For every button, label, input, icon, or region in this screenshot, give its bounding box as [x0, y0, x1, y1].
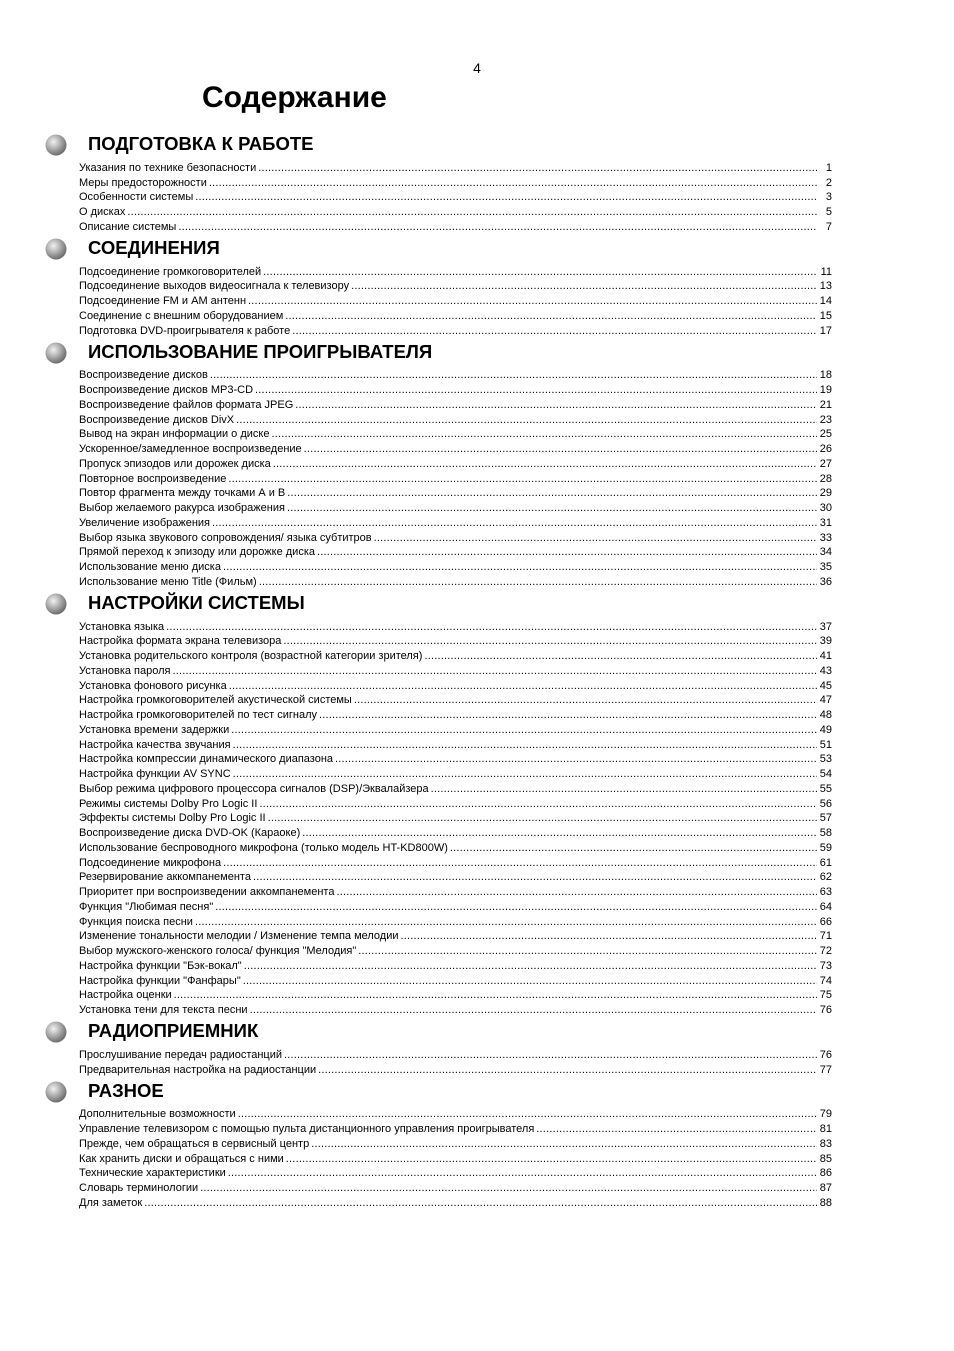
toc-entry-page-number: 57 [819, 812, 832, 825]
dot-leader [144, 1197, 817, 1210]
toc-entry[interactable] [79, 530, 832, 545]
dot-leader [295, 399, 816, 412]
toc-entry-page-number: 85 [819, 1152, 832, 1165]
page-title: Содержание [202, 81, 387, 114]
toc-entry-label: Указания по технике безопасности [79, 161, 257, 174]
toc-entry-page-number: 49 [819, 723, 832, 736]
toc-entry-label: Соединение с внешним оборудованием [79, 309, 284, 322]
toc-section [45, 589, 835, 1017]
dot-leader [358, 945, 816, 958]
section-header [45, 1017, 835, 1047]
toc-entry[interactable] [79, 884, 832, 899]
toc-entry-label: Установка времени задержки [79, 723, 230, 736]
dot-leader [236, 414, 817, 427]
sphere-bullet-icon [45, 342, 67, 364]
toc-entry-label: Предварительная настройка на радиостанции [79, 1063, 317, 1076]
toc-entry-page-number: 30 [819, 502, 832, 514]
dot-leader [173, 665, 817, 678]
dot-leader [209, 177, 817, 190]
dot-leader [317, 546, 817, 559]
toc-entry[interactable] [79, 160, 832, 175]
section-header [45, 1077, 835, 1107]
toc-entry-list [79, 368, 832, 589]
toc-entry-label: Словарь терминологии [79, 1182, 199, 1194]
toc-entry-page-number: 88 [819, 1196, 832, 1209]
toc-entry[interactable] [79, 796, 832, 811]
dot-leader [271, 428, 816, 441]
dot-leader [243, 975, 817, 988]
toc-entry[interactable] [79, 1062, 832, 1077]
toc-section [45, 130, 835, 234]
toc-entry-page-number: 55 [819, 782, 832, 795]
toc-entry-label: Подсоединение выходов видеосигнала к телевизору [79, 280, 350, 293]
dot-leader [283, 635, 816, 648]
toc-entry-label: Выбор желаемого ракурса изображения [79, 502, 285, 514]
dot-leader [287, 502, 817, 515]
dot-leader [195, 191, 817, 204]
toc-entry[interactable] [79, 190, 832, 205]
toc-entry-label: Повторное воспроизведение [79, 472, 227, 485]
dot-leader [250, 1004, 817, 1017]
sphere-bullet-icon [45, 238, 67, 260]
dot-leader [285, 310, 816, 323]
section-title: СОЕДИНЕНИЯ [88, 236, 220, 258]
toc-entry[interactable] [79, 308, 832, 323]
toc-entry-page-number: 58 [819, 827, 832, 839]
toc-entry-label: Функция поиска песни [79, 915, 193, 928]
toc-entry[interactable] [79, 293, 832, 308]
toc-entry[interactable] [79, 870, 832, 885]
toc-entry-page-number: 83 [819, 1137, 832, 1150]
toc-section [45, 234, 835, 338]
toc-entry-page-number: 41 [819, 650, 832, 662]
toc-entry-label: Установка пароля [79, 664, 171, 677]
toc-entry-page-number: 11 [820, 265, 832, 278]
toc-entry[interactable] [79, 456, 832, 471]
toc-entry-page-number: 2 [825, 176, 832, 189]
toc-entry-page-number: 77 [819, 1063, 832, 1076]
dot-leader [259, 798, 816, 811]
toc-entry-page-number: 87 [819, 1182, 832, 1194]
toc-entry[interactable] [79, 427, 832, 442]
toc-entry-label: Установка тени для текста песни [79, 1004, 248, 1016]
page-number: 4 [473, 60, 481, 76]
section-title: РАЗНОЕ [88, 1079, 164, 1101]
sphere-bullet-icon [45, 134, 67, 156]
toc-entry-label: Настройка функции "Фанфары" [79, 974, 241, 987]
toc-entry[interactable] [79, 1107, 832, 1122]
dot-leader [319, 709, 817, 722]
dot-leader [536, 1123, 816, 1136]
toc-entry-page-number: 61 [819, 856, 832, 869]
toc-entry-page-number: 79 [819, 1108, 832, 1121]
dot-leader [354, 694, 817, 707]
toc-entry[interactable] [79, 559, 832, 574]
dot-leader [336, 886, 816, 899]
toc-entry-label: Подсоединение громкоговорителей [79, 265, 262, 278]
toc-entry[interactable] [79, 545, 832, 560]
sphere-bullet-icon [45, 1081, 67, 1103]
dot-leader [401, 930, 817, 943]
toc-entry-label: Настройка громкоговорителей по тест сигналу [79, 709, 317, 721]
toc-entry-label: Эффекты системы Dolby Pro Logic II [79, 812, 266, 825]
toc-entry-page-number: 75 [819, 989, 832, 1002]
toc-entry[interactable] [79, 663, 832, 678]
toc-entry-list [79, 160, 832, 234]
toc-entry-label: Использование беспроводного микрофона (только модель HT-KD800W) [79, 841, 448, 854]
toc-entry-label: Режимы системы Dolby Pro Logic II [79, 797, 258, 810]
dot-leader [238, 1108, 817, 1121]
toc-entry-page-number: 19 [819, 384, 832, 396]
toc-entry-list [79, 1047, 832, 1077]
toc-entry-page-number: 56 [819, 797, 832, 810]
toc-entry-page-number: 47 [819, 694, 832, 707]
toc-entry-label: Настройка функции "Бэк-вокал" [79, 959, 242, 972]
toc-entry-label: Функция "Любимая песня" [79, 900, 214, 913]
toc-entry-label: Для заметок [79, 1196, 143, 1209]
toc-entry-page-number: 71 [819, 930, 832, 943]
toc-entry-label: Воспроизведение диска DVD-OK (Караоке) [79, 827, 301, 839]
section-header [45, 234, 835, 264]
dot-leader [195, 916, 817, 929]
dot-leader [292, 325, 817, 338]
sphere-bullet-icon [45, 1021, 67, 1043]
toc-entry[interactable] [79, 368, 832, 383]
dot-leader [304, 443, 817, 456]
dot-leader [228, 473, 816, 486]
toc-entry-page-number: 3 [825, 191, 832, 204]
toc-entry-page-number: 54 [819, 768, 832, 780]
toc-entry-page-number: 23 [819, 413, 832, 426]
toc-entry-page-number: 81 [819, 1123, 832, 1135]
toc-entry[interactable] [79, 1047, 832, 1062]
toc-entry[interactable] [79, 943, 832, 958]
dot-leader [255, 384, 817, 397]
dot-leader [231, 724, 817, 737]
toc-entry-list [79, 619, 832, 1017]
toc-entry-label: Установка родительского контроля (возрастной категории зрителя) [79, 650, 423, 662]
toc-entry[interactable] [79, 693, 832, 708]
toc-entry-page-number: 86 [819, 1167, 832, 1180]
toc-entry[interactable] [79, 204, 832, 219]
toc-entry[interactable] [79, 634, 832, 649]
toc-entry[interactable] [79, 988, 832, 1003]
toc-entry-label: Воспроизведение дисков MP3-CD [79, 384, 254, 396]
dot-leader [318, 1064, 817, 1077]
toc-entry[interactable] [79, 1166, 832, 1181]
toc-entry[interactable] [79, 781, 832, 796]
toc-entry-label: Пропуск эпизодов или дорожек диска [79, 457, 271, 470]
dot-leader [253, 871, 817, 884]
toc-entry-label: Приоритет при воспроизведении аккомпанемента [79, 886, 335, 898]
toc-entry-label: Дополнительные возможности [79, 1108, 236, 1121]
toc-entry-label: Настройка качества звучания [79, 738, 231, 751]
toc-entry[interactable] [79, 323, 832, 338]
toc-entry[interactable] [79, 175, 832, 190]
dot-leader [166, 621, 817, 634]
dot-leader [351, 280, 817, 293]
toc-entry-label: Прежде, чем обращаться в сервисный центр [79, 1137, 310, 1150]
toc-entry-page-number: 73 [819, 959, 832, 972]
table-of-contents [45, 130, 835, 1210]
toc-entry-label: Настройка оценки [79, 989, 172, 1002]
toc-entry[interactable] [79, 1195, 832, 1210]
toc-entry-page-number: 14 [819, 295, 832, 307]
toc-entry-page-number: 45 [819, 679, 832, 692]
toc-entry[interactable] [79, 1180, 832, 1195]
toc-entry[interactable] [79, 279, 832, 294]
toc-entry-page-number: 1 [825, 161, 832, 174]
toc-entry-label: Меры предосторожности [79, 176, 207, 189]
toc-entry-label: Настройка формата экрана телевизора [79, 635, 282, 648]
dot-leader [223, 857, 817, 870]
toc-entry-page-number: 37 [819, 620, 832, 633]
toc-entry-label: Использование меню диска [79, 561, 221, 573]
toc-entry[interactable] [79, 574, 832, 589]
toc-entry-label: Воспроизведение файлов формата JPEG [79, 398, 294, 411]
toc-entry-page-number: 76 [819, 1004, 832, 1016]
toc-entry[interactable] [79, 619, 832, 634]
toc-entry[interactable] [79, 737, 832, 752]
dot-leader [335, 753, 817, 766]
toc-entry[interactable] [79, 648, 832, 663]
toc-entry-label: Подготовка DVD-проигрывателя к работе [79, 324, 291, 337]
dot-leader [200, 1182, 817, 1195]
toc-entry[interactable] [79, 958, 832, 973]
toc-entry[interactable] [79, 382, 832, 397]
toc-entry-page-number: 62 [819, 871, 832, 884]
toc-entry-page-number: 28 [819, 472, 832, 485]
toc-entry[interactable] [79, 973, 832, 988]
toc-entry-label: Выбор мужского-женского голоса/ функция "Мелодия" [79, 945, 357, 957]
dot-leader [248, 295, 817, 308]
dot-leader [263, 266, 817, 279]
toc-entry-page-number: 27 [819, 457, 832, 470]
toc-entry-label: Воспроизведение дисков DivX [79, 413, 235, 426]
dot-leader [268, 812, 817, 825]
toc-entry-list [79, 1107, 832, 1210]
toc-entry[interactable] [79, 840, 832, 855]
dot-leader [284, 1049, 817, 1062]
toc-entry-page-number: 26 [819, 443, 832, 455]
dot-leader [233, 768, 817, 781]
toc-entry-page-number: 5 [825, 206, 832, 218]
toc-entry-page-number: 33 [819, 531, 832, 544]
toc-entry[interactable] [79, 1136, 832, 1151]
toc-entry[interactable] [79, 219, 832, 234]
toc-entry[interactable] [79, 397, 832, 412]
toc-entry-label: Прямой переход к эпизоду или дорожке диска [79, 546, 316, 559]
toc-entry-page-number: 15 [819, 309, 832, 322]
toc-entry-label: Воспроизведение дисков [79, 369, 208, 382]
toc-entry[interactable] [79, 1121, 832, 1136]
toc-entry-label: Использование меню Title (Фильм) [79, 575, 257, 588]
toc-entry-label: Повтор фрагмента между точками А и В [79, 487, 286, 500]
toc-entry-page-number: 7 [825, 220, 832, 233]
toc-entry-label: Настройка функции AV SYNC [79, 768, 231, 780]
toc-entry-page-number: 17 [819, 324, 832, 337]
toc-entry-label: Как хранить диски и обращаться с ними [79, 1152, 284, 1165]
dot-leader [374, 532, 817, 545]
toc-entry[interactable] [79, 264, 832, 279]
toc-entry-page-number: 53 [819, 753, 832, 766]
dot-leader [210, 369, 817, 382]
dot-leader [450, 842, 817, 855]
dot-leader [229, 680, 817, 693]
dot-leader [311, 1138, 817, 1151]
toc-entry[interactable] [79, 899, 832, 914]
toc-entry[interactable] [79, 678, 832, 693]
toc-section [45, 1017, 835, 1077]
toc-entry-label: Установка фонового рисунка [79, 679, 227, 692]
toc-entry[interactable] [79, 1151, 832, 1166]
dot-leader [302, 827, 817, 840]
toc-section [45, 338, 835, 589]
section-title: ИСПОЛЬЗОВАНИЕ ПРОИГРЫВАТЕЛЯ [88, 340, 433, 362]
toc-entry[interactable] [79, 1002, 832, 1017]
dot-leader [287, 487, 817, 500]
toc-entry-label: Подсоединение микрофона [79, 856, 222, 869]
section-header [45, 338, 835, 368]
toc-entry-label: Настройка громкоговорителей акустической системы [79, 694, 352, 707]
toc-entry[interactable] [79, 515, 832, 530]
sphere-bullet-icon [45, 593, 67, 615]
section-title: РАДИОПРИЕМНИК [88, 1020, 259, 1041]
toc-entry[interactable] [79, 914, 832, 929]
dot-leader [228, 1167, 817, 1180]
toc-entry-label: Прослушивание передач радиостанций [79, 1048, 283, 1061]
dot-leader [259, 576, 817, 589]
toc-entry-page-number: 35 [819, 561, 832, 573]
toc-entry-page-number: 25 [819, 428, 832, 441]
dot-leader [286, 1153, 817, 1166]
toc-entry-page-number: 59 [819, 841, 832, 854]
toc-entry[interactable] [79, 722, 832, 737]
toc-entry-page-number: 66 [819, 915, 832, 928]
toc-entry-page-number: 39 [819, 635, 832, 648]
toc-entry-page-number: 36 [819, 575, 832, 588]
dot-leader [431, 783, 817, 796]
toc-entry-page-number: 31 [819, 516, 832, 529]
toc-entry-page-number: 76 [819, 1048, 832, 1061]
toc-entry-label: Подсоединение FM и AM антенн [79, 295, 247, 307]
toc-entry[interactable] [79, 825, 832, 840]
toc-entry-label: Выбор режима цифрового процессора сигналов (DSP)/Эквалайзера [79, 782, 429, 795]
toc-entry[interactable] [79, 766, 832, 781]
dot-leader [178, 221, 817, 234]
toc-entry[interactable] [79, 811, 832, 826]
toc-entry-page-number: 13 [819, 280, 832, 293]
toc-entry[interactable] [79, 500, 832, 515]
toc-entry-label: Установка языка [79, 620, 165, 633]
toc-section [45, 1077, 835, 1210]
toc-entry-page-number: 51 [819, 738, 832, 751]
toc-entry-label: Описание системы [79, 220, 177, 233]
toc-entry-page-number: 21 [819, 398, 832, 411]
toc-entry-label: Технические характеристики [79, 1167, 226, 1180]
toc-entry-page-number: 43 [819, 664, 832, 677]
section-header [45, 130, 835, 160]
dot-leader [174, 989, 817, 1002]
toc-entry-label: Выбор языка звукового сопровождения/ языка субтитров [79, 531, 372, 544]
section-title: НАСТРОЙКИ СИСТЕМЫ [88, 591, 305, 613]
dot-leader [424, 650, 816, 663]
toc-entry-page-number: 48 [819, 709, 832, 721]
toc-entry[interactable] [79, 412, 832, 427]
toc-entry[interactable] [79, 929, 832, 944]
toc-entry[interactable] [79, 486, 832, 501]
toc-entry-label: Вывод на экран информации о диске [79, 428, 270, 441]
dot-leader [233, 739, 817, 752]
toc-entry-page-number: 29 [819, 487, 832, 500]
toc-entry-label: Ускоренное/замедленное воспроизведение [79, 443, 302, 455]
toc-entry-label: Увеличение изображения [79, 516, 211, 529]
toc-entry-page-number: 18 [819, 369, 832, 382]
dot-leader [212, 517, 817, 530]
toc-entry[interactable] [79, 441, 832, 456]
dot-leader [258, 162, 817, 175]
toc-entry-list [79, 264, 832, 338]
toc-entry-page-number: 63 [819, 886, 832, 898]
toc-entry-label: Резервирование аккомпанемента [79, 871, 251, 884]
section-header [45, 589, 835, 619]
toc-entry-label: О дисках [79, 206, 126, 218]
toc-entry-page-number: 34 [819, 546, 832, 559]
toc-entry[interactable] [79, 752, 832, 767]
dot-leader [273, 458, 817, 471]
dot-leader [223, 561, 817, 574]
dot-leader [215, 901, 817, 914]
toc-entry-page-number: 72 [819, 945, 832, 957]
toc-entry-label: Настройка компрессии динамического диапазона [79, 753, 334, 766]
toc-entry[interactable] [79, 471, 832, 486]
dot-leader [244, 960, 817, 973]
toc-entry-label: Изменение тональности мелодии / Изменение темпа мелодии [79, 930, 399, 943]
toc-entry[interactable] [79, 855, 832, 870]
toc-entry-label: Управление телевизором с помощью пульта дистанционного управления проигрывателя [79, 1123, 535, 1135]
toc-entry-label: Особенности системы [79, 191, 194, 204]
toc-entry-page-number: 74 [819, 974, 832, 987]
section-title: ПОДГОТОВКА К РАБОТЕ [88, 133, 314, 154]
toc-entry[interactable] [79, 707, 832, 722]
toc-entry-page-number: 64 [819, 900, 832, 913]
dot-leader [127, 206, 817, 219]
